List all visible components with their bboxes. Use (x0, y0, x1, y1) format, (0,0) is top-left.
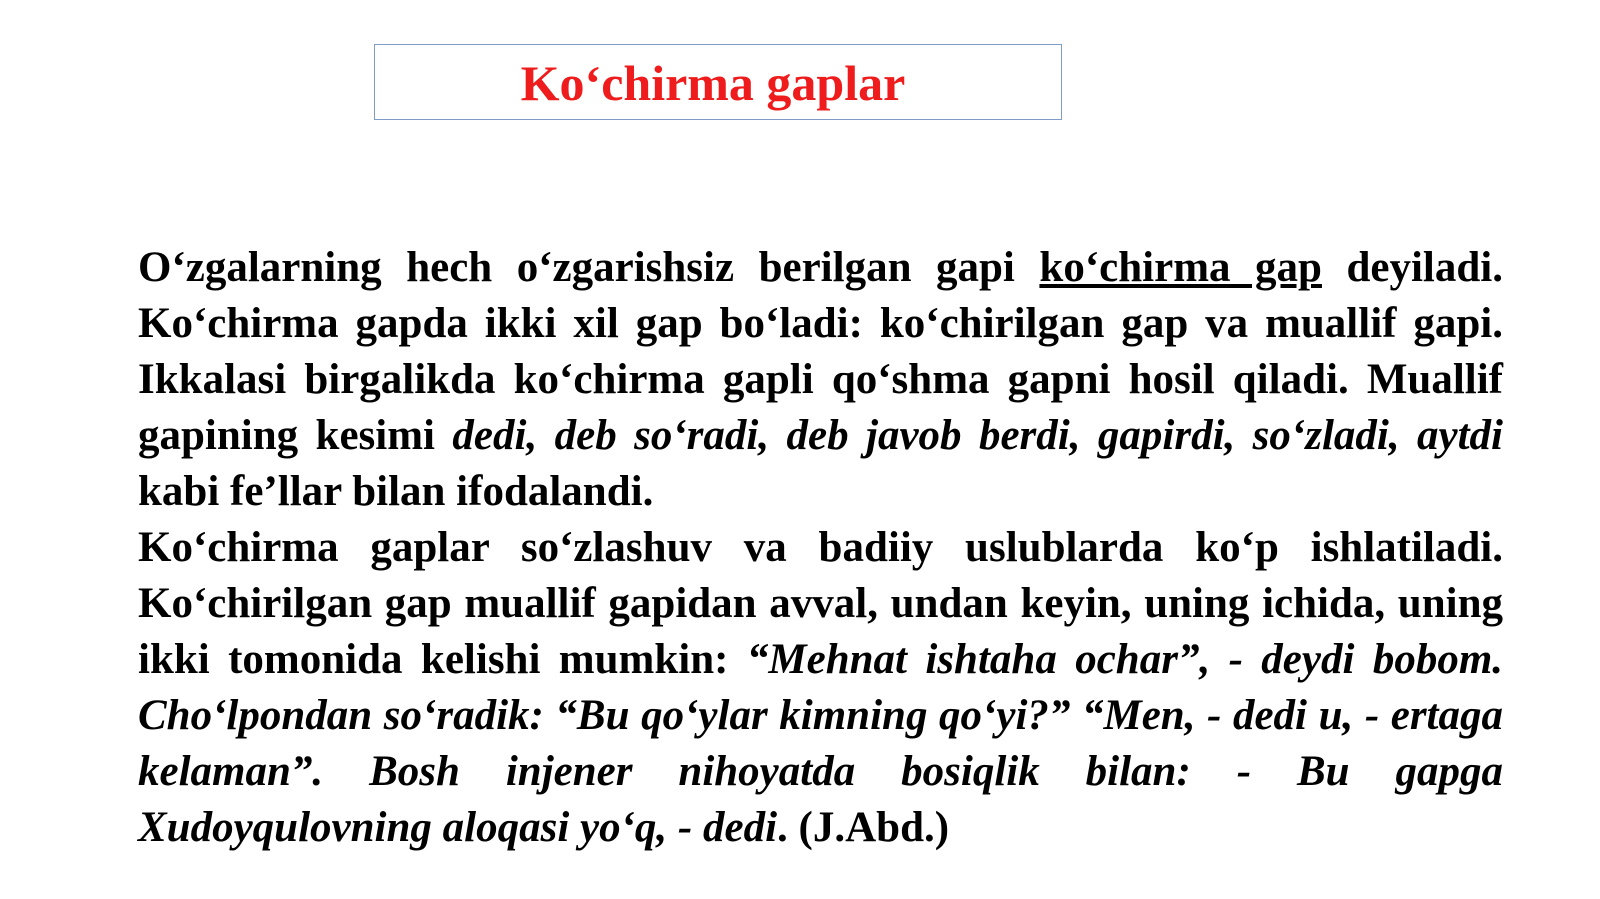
paragraph-2-text: Ko‘chirma gaplar so‘zlashuv va badiiy uslublarda ko‘p ishlatiladi. Ko‘chirilgan gap muallif gapidan avval, undan keyin, uning ichida, uning ikki tomonida kelishi mumkin: (138, 524, 1503, 683)
slide-title: Ko‘chirma gaplar (520, 55, 906, 111)
paragraph-1-rest: deyiladi. Ko‘chirma gapda ikki xil gap bo‘ladi: ko‘chirilgan gap va muallif gapi. Ikkalasi birgalikda ko‘chirma gapli qo‘shma gapni hosil qiladi. Muallif gapining kesimi (138, 244, 1503, 459)
verb-examples: dedi, deb so‘radi, deb javob berdi, gapirdi, so‘zladi, aytdi (452, 412, 1503, 459)
paragraph-1-end: kabi fe’llar bilan ifodalandi. (138, 468, 654, 515)
paragraph-1 (138, 240, 1503, 520)
title-box (374, 44, 1062, 120)
paragraph-2 (138, 520, 1503, 856)
examples-period: . (777, 804, 788, 851)
paragraph-1-lead: O‘zgalarning hech o‘zgarishsiz berilgan gapi (138, 244, 1015, 291)
term-kochirma-gap: ko‘chirma gap (1039, 244, 1322, 291)
body-text (138, 240, 1503, 856)
quotation-examples: “Mehnat ishtaha ochar”, - deydi bobom. Cho‘lpondan so‘radik: “Bu qo‘ylar kimning qo‘yi?” “Men, - dedi u, - ertaga kelaman”. Bosh injener nihoyatda bosiqlik bilan: - Bu gapga Xudoyqulovning aloqasi yo‘q, - dedi (138, 636, 1504, 851)
source-citation: (J.Abd.) (798, 804, 950, 851)
